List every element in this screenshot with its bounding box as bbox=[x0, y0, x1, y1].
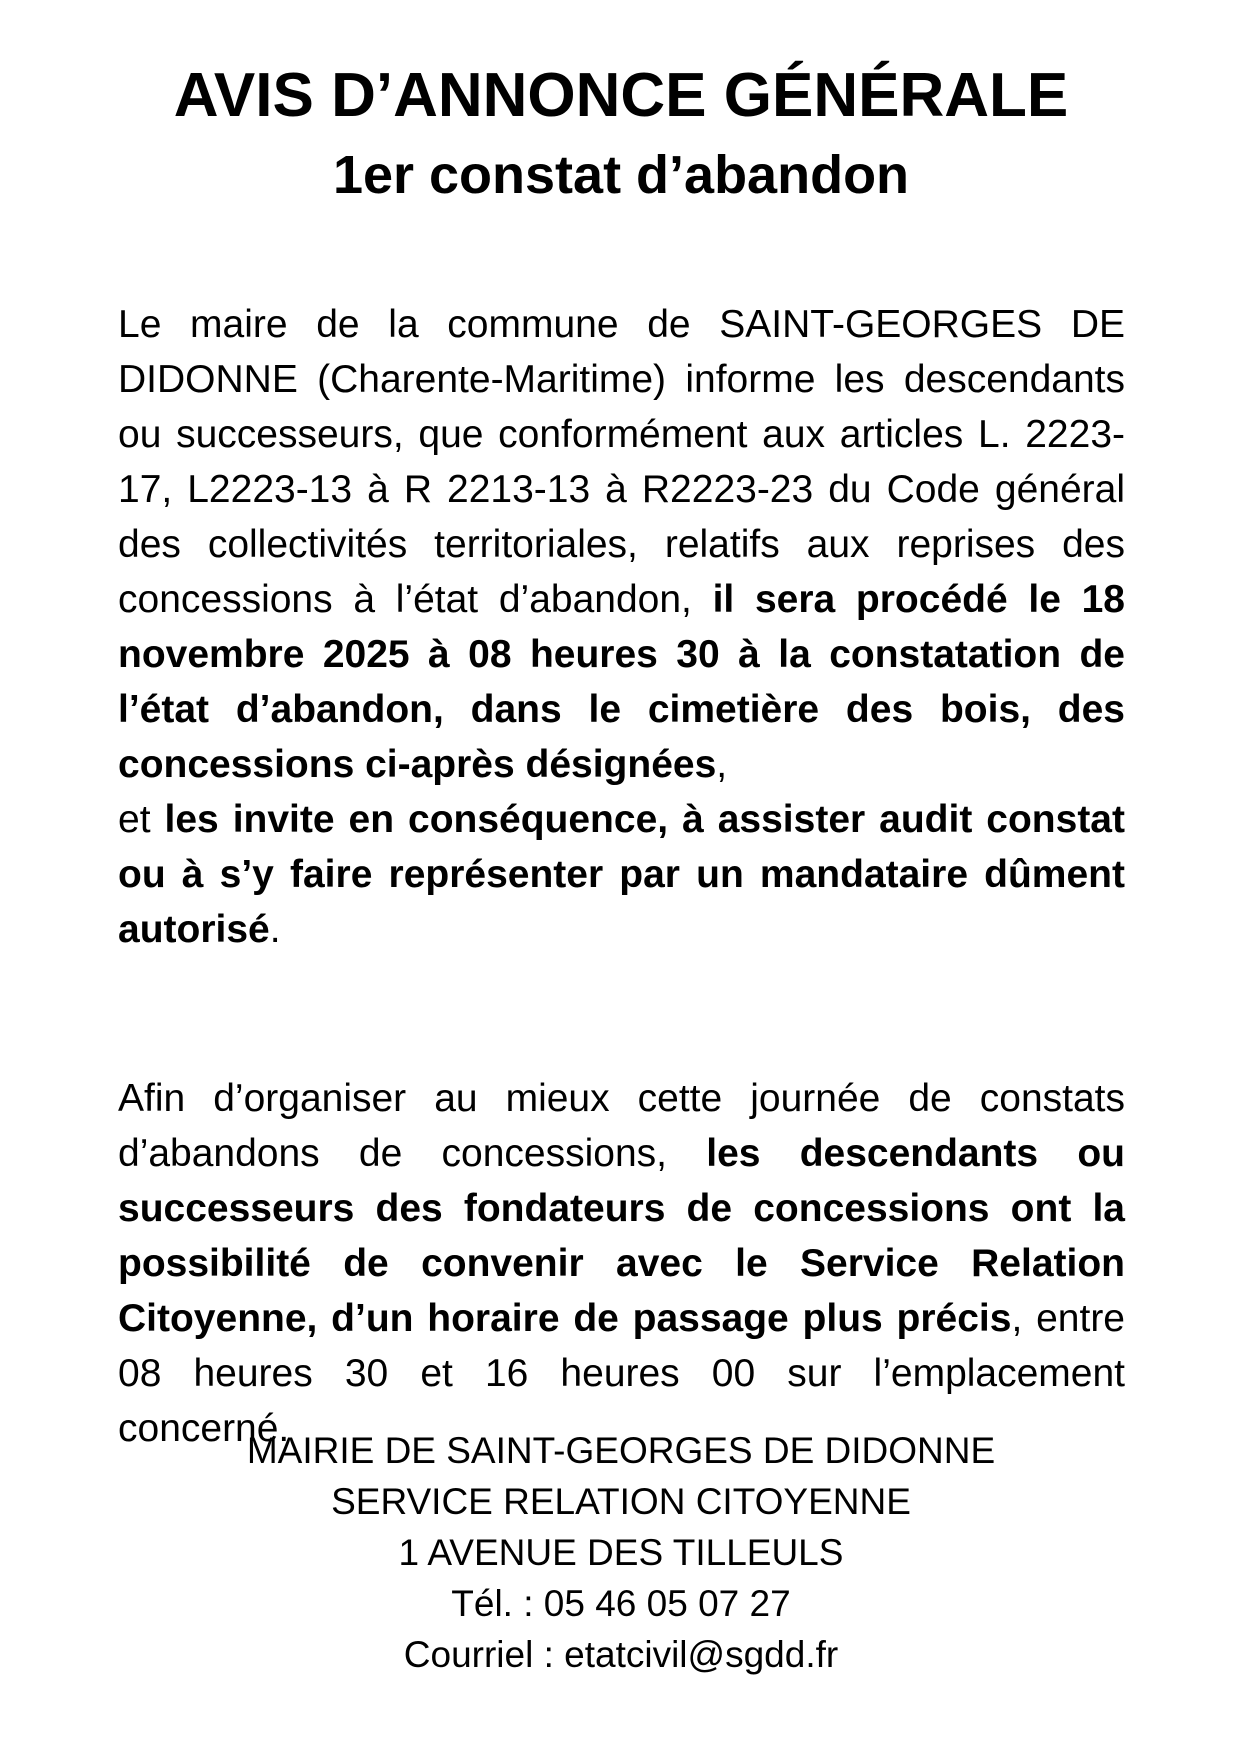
contact-service: SERVICE RELATION CITOYENNE bbox=[331, 1481, 911, 1522]
paragraph-emphasis-invitation: les invite en conséquence, à assister audit constat ou à s’y faire représenter par un mandataire dûment autorisé bbox=[118, 798, 1125, 951]
paragraph-emphasis-date: il sera procédé le 18 novembre 2025 à 08 heures 30 à la constatation de l’état d’abandon, dans le cimetière des bois, des concessions ci-après désignées bbox=[118, 578, 1125, 786]
notice-paragraph-scheduling bbox=[118, 1071, 1125, 1456]
contact-email: Courriel : etatcivil@sgdd.fr bbox=[403, 1634, 839, 1675]
notice-paragraph-main bbox=[118, 297, 1125, 957]
notice-subtitle: 1er constat d’abandon bbox=[332, 145, 910, 205]
paragraph-emphasis-contact: les descendants ou successeurs des fondateurs de concessions ont la possibilité de convenir avec le Service Relation Citoyenne, d’un horaire de passage plus précis bbox=[118, 1132, 1125, 1340]
paragraph-text: . bbox=[269, 908, 281, 951]
contact-phone: Tél. : 05 46 05 07 27 bbox=[451, 1583, 791, 1624]
paragraph-text: Le maire de la commune de SAINT-GEORGES DE DIDONNE (Charente-Maritime) informe les descendants ou successeurs, que conformément aux articles L. 2223-17, L2223-13 à R 2213-13 à R2223-23 du Code général des collectivités territoriales, relatifs aux reprises des concessions à l’état d’abandon, bbox=[118, 303, 1125, 621]
contact-block bbox=[0, 1425, 1242, 1680]
paragraph-text: et bbox=[118, 798, 165, 841]
paragraph-text: , entre 08 heures 30 et 16 heures 00 sur l’emplacement concerné. bbox=[118, 1297, 1125, 1450]
contact-address: 1 AVENUE DES TILLEULS bbox=[398, 1532, 844, 1573]
paragraph-text: Afin d’organiser au mieux cette journée de constats d’abandons de concessions, bbox=[118, 1077, 1125, 1175]
notice-title: AVIS D’ANNONCE GÉNÉRALE bbox=[173, 61, 1069, 130]
contact-office: MAIRIE DE SAINT-GEORGES DE DIDONNE bbox=[246, 1430, 996, 1471]
paragraph-text: , bbox=[716, 743, 728, 786]
